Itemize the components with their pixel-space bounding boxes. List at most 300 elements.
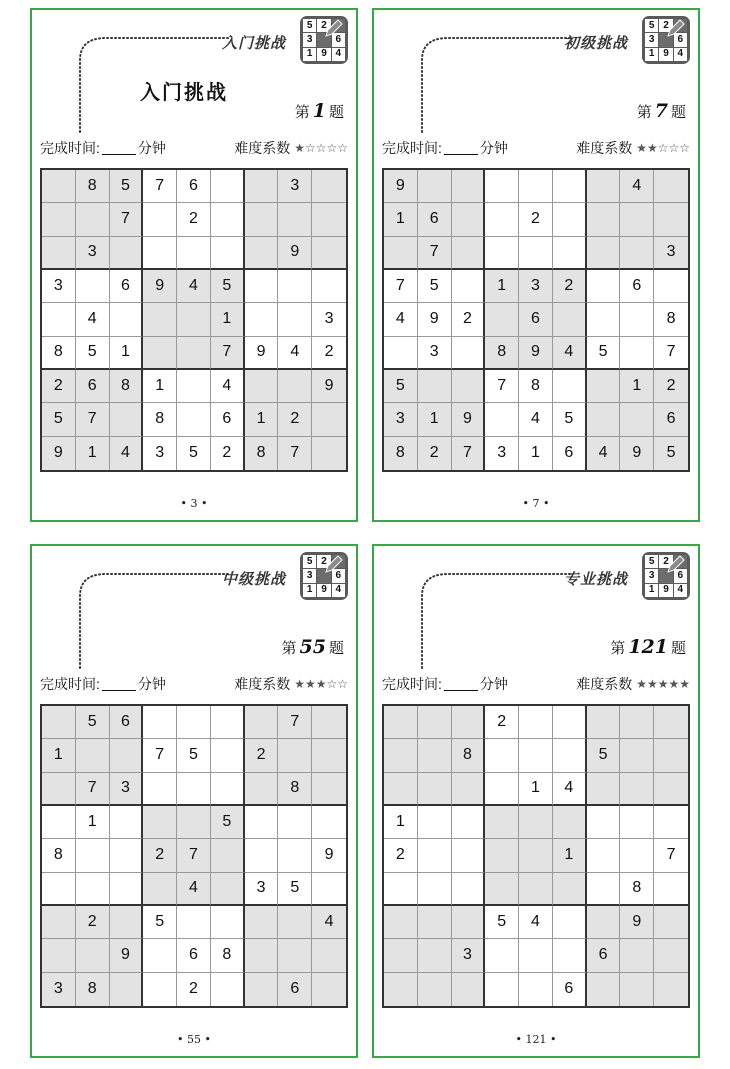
sudoku-cell[interactable] [553, 906, 587, 939]
sudoku-cell[interactable] [76, 839, 110, 872]
sudoku-cell[interactable] [312, 806, 346, 839]
sudoku-cell[interactable] [418, 839, 452, 872]
sudoku-cell[interactable]: 6 [553, 973, 587, 1006]
sudoku-cell[interactable] [587, 170, 621, 203]
sudoku-cell[interactable] [384, 939, 418, 972]
sudoku-cell[interactable] [553, 706, 587, 739]
sudoku-cell[interactable]: 7 [418, 237, 452, 270]
sudoku-cell[interactable]: 5 [42, 403, 76, 436]
sudoku-cell[interactable] [143, 303, 177, 336]
sudoku-cell[interactable]: 4 [177, 270, 211, 303]
sudoku-cell[interactable] [384, 973, 418, 1006]
sudoku-cell[interactable]: 7 [211, 337, 245, 370]
sudoku-cell[interactable]: 1 [519, 773, 553, 806]
sudoku-cell[interactable] [485, 739, 519, 772]
sudoku-cell[interactable] [278, 906, 312, 939]
sudoku-cell[interactable]: 7 [384, 270, 418, 303]
sudoku-cell[interactable]: 4 [553, 337, 587, 370]
sudoku-cell[interactable]: 4 [312, 906, 346, 939]
sudoku-cell[interactable]: 3 [110, 773, 144, 806]
sudoku-cell[interactable] [587, 973, 621, 1006]
sudoku-cell[interactable] [485, 773, 519, 806]
sudoku-cell[interactable] [654, 873, 688, 906]
sudoku-cell[interactable] [278, 806, 312, 839]
sudoku-cell[interactable] [278, 370, 312, 403]
sudoku-cell[interactable] [485, 237, 519, 270]
sudoku-cell[interactable] [587, 873, 621, 906]
sudoku-cell[interactable] [278, 270, 312, 303]
sudoku-cell[interactable] [654, 203, 688, 236]
sudoku-cell[interactable]: 4 [278, 337, 312, 370]
sudoku-cell[interactable]: 3 [384, 403, 418, 436]
sudoku-cell[interactable]: 5 [654, 437, 688, 470]
sudoku-cell[interactable] [418, 706, 452, 739]
sudoku-cell[interactable]: 9 [418, 303, 452, 336]
sudoku-cell[interactable]: 9 [620, 906, 654, 939]
sudoku-cell[interactable] [384, 773, 418, 806]
sudoku-cell[interactable] [519, 939, 553, 972]
sudoku-cell[interactable] [211, 706, 245, 739]
sudoku-cell[interactable]: 6 [177, 939, 211, 972]
sudoku-cell[interactable] [245, 973, 279, 1006]
sudoku-cell[interactable] [587, 270, 621, 303]
sudoku-cell[interactable] [143, 203, 177, 236]
sudoku-cell[interactable] [418, 773, 452, 806]
sudoku-cell[interactable] [110, 403, 144, 436]
sudoku-cell[interactable] [177, 403, 211, 436]
sudoku-cell[interactable] [211, 237, 245, 270]
sudoku-cell[interactable]: 3 [519, 270, 553, 303]
sudoku-cell[interactable]: 6 [587, 939, 621, 972]
sudoku-cell[interactable] [312, 706, 346, 739]
sudoku-cell[interactable] [312, 270, 346, 303]
sudoku-cell[interactable] [452, 906, 486, 939]
sudoku-cell[interactable] [418, 370, 452, 403]
sudoku-cell[interactable]: 4 [76, 303, 110, 336]
sudoku-cell[interactable]: 8 [42, 839, 76, 872]
sudoku-cell[interactable] [654, 939, 688, 972]
sudoku-cell[interactable]: 8 [384, 437, 418, 470]
sudoku-cell[interactable]: 5 [177, 739, 211, 772]
sudoku-cell[interactable] [384, 706, 418, 739]
sudoku-cell[interactable]: 9 [312, 370, 346, 403]
sudoku-cell[interactable] [519, 973, 553, 1006]
sudoku-cell[interactable] [110, 839, 144, 872]
sudoku-cell[interactable] [587, 706, 621, 739]
sudoku-cell[interactable] [245, 270, 279, 303]
sudoku-cell[interactable]: 4 [384, 303, 418, 336]
sudoku-cell[interactable]: 6 [519, 303, 553, 336]
sudoku-cell[interactable] [177, 303, 211, 336]
sudoku-cell[interactable] [654, 270, 688, 303]
sudoku-cell[interactable]: 5 [110, 170, 144, 203]
sudoku-cell[interactable] [177, 337, 211, 370]
sudoku-cell[interactable] [418, 973, 452, 1006]
sudoku-cell[interactable] [245, 939, 279, 972]
sudoku-cell[interactable]: 4 [211, 370, 245, 403]
sudoku-cell[interactable]: 5 [211, 270, 245, 303]
sudoku-cell[interactable] [654, 806, 688, 839]
sudoku-cell[interactable]: 3 [418, 337, 452, 370]
sudoku-cell[interactable] [654, 973, 688, 1006]
sudoku-cell[interactable] [452, 839, 486, 872]
sudoku-cell[interactable] [76, 270, 110, 303]
sudoku-cell[interactable] [519, 873, 553, 906]
sudoku-cell[interactable]: 7 [177, 839, 211, 872]
sudoku-cell[interactable] [143, 873, 177, 906]
sudoku-cell[interactable]: 7 [143, 739, 177, 772]
sudoku-cell[interactable] [418, 906, 452, 939]
sudoku-cell[interactable] [620, 203, 654, 236]
sudoku-cell[interactable] [452, 773, 486, 806]
sudoku-cell[interactable]: 9 [312, 839, 346, 872]
sudoku-cell[interactable]: 4 [553, 773, 587, 806]
sudoku-cell[interactable]: 5 [76, 706, 110, 739]
sudoku-cell[interactable] [485, 806, 519, 839]
sudoku-cell[interactable]: 1 [519, 437, 553, 470]
sudoku-cell[interactable] [211, 773, 245, 806]
sudoku-cell[interactable]: 9 [620, 437, 654, 470]
sudoku-cell[interactable]: 9 [519, 337, 553, 370]
sudoku-cell[interactable] [620, 973, 654, 1006]
sudoku-cell[interactable]: 6 [553, 437, 587, 470]
sudoku-cell[interactable] [312, 773, 346, 806]
sudoku-cell[interactable] [553, 170, 587, 203]
sudoku-cell[interactable]: 4 [620, 170, 654, 203]
sudoku-cell[interactable] [177, 806, 211, 839]
sudoku-cell[interactable] [110, 906, 144, 939]
sudoku-cell[interactable] [312, 437, 346, 470]
sudoku-cell[interactable]: 8 [485, 337, 519, 370]
sudoku-cell[interactable] [587, 203, 621, 236]
sudoku-cell[interactable] [620, 706, 654, 739]
sudoku-cell[interactable] [110, 739, 144, 772]
sudoku-cell[interactable]: 7 [278, 437, 312, 470]
sudoku-cell[interactable] [519, 706, 553, 739]
sudoku-cell[interactable] [312, 873, 346, 906]
sudoku-cell[interactable] [245, 773, 279, 806]
sudoku-cell[interactable] [418, 170, 452, 203]
sudoku-cell[interactable] [587, 370, 621, 403]
sudoku-cell[interactable] [211, 203, 245, 236]
sudoku-cell[interactable] [620, 303, 654, 336]
sudoku-cell[interactable] [42, 906, 76, 939]
sudoku-cell[interactable]: 7 [654, 337, 688, 370]
sudoku-cell[interactable] [654, 170, 688, 203]
sudoku-cell[interactable]: 3 [278, 170, 312, 203]
sudoku-cell[interactable] [312, 739, 346, 772]
sudoku-cell[interactable] [211, 973, 245, 1006]
sudoku-cell[interactable]: 2 [211, 437, 245, 470]
sudoku-cell[interactable]: 1 [384, 806, 418, 839]
sudoku-cell[interactable] [553, 203, 587, 236]
sudoku-cell[interactable]: 8 [452, 739, 486, 772]
sudoku-cell[interactable]: 5 [587, 739, 621, 772]
sudoku-cell[interactable]: 3 [143, 437, 177, 470]
sudoku-cell[interactable] [384, 337, 418, 370]
sudoku-cell[interactable] [211, 906, 245, 939]
sudoku-cell[interactable] [42, 939, 76, 972]
sudoku-cell[interactable]: 5 [553, 403, 587, 436]
sudoku-cell[interactable] [620, 806, 654, 839]
sudoku-cell[interactable]: 6 [278, 973, 312, 1006]
sudoku-cell[interactable] [519, 739, 553, 772]
sudoku-cell[interactable] [452, 203, 486, 236]
sudoku-cell[interactable]: 1 [211, 303, 245, 336]
sudoku-cell[interactable]: 4 [519, 403, 553, 436]
sudoku-cell[interactable]: 8 [654, 303, 688, 336]
sudoku-cell[interactable] [418, 806, 452, 839]
sudoku-cell[interactable]: 8 [42, 337, 76, 370]
sudoku-cell[interactable] [312, 403, 346, 436]
sudoku-cell[interactable] [110, 973, 144, 1006]
sudoku-cell[interactable] [519, 806, 553, 839]
sudoku-cell[interactable]: 3 [312, 303, 346, 336]
sudoku-cell[interactable]: 8 [110, 370, 144, 403]
sudoku-cell[interactable] [384, 906, 418, 939]
sudoku-cell[interactable] [654, 739, 688, 772]
sudoku-cell[interactable] [485, 203, 519, 236]
sudoku-cell[interactable] [143, 237, 177, 270]
sudoku-cell[interactable]: 1 [384, 203, 418, 236]
sudoku-cell[interactable]: 8 [76, 170, 110, 203]
sudoku-cell[interactable]: 7 [143, 170, 177, 203]
sudoku-cell[interactable]: 2 [177, 203, 211, 236]
sudoku-cell[interactable] [519, 237, 553, 270]
sudoku-cell[interactable] [312, 973, 346, 1006]
sudoku-cell[interactable] [143, 337, 177, 370]
sudoku-cell[interactable]: 5 [418, 270, 452, 303]
sudoku-cell[interactable]: 1 [485, 270, 519, 303]
sudoku-cell[interactable]: 5 [76, 337, 110, 370]
sudoku-cell[interactable] [452, 873, 486, 906]
sudoku-cell[interactable]: 6 [654, 403, 688, 436]
sudoku-cell[interactable] [485, 939, 519, 972]
sudoku-cell[interactable]: 4 [110, 437, 144, 470]
sudoku-cell[interactable]: 3 [245, 873, 279, 906]
sudoku-cell[interactable]: 1 [245, 403, 279, 436]
sudoku-cell[interactable] [143, 939, 177, 972]
sudoku-cell[interactable] [620, 237, 654, 270]
sudoku-cell[interactable] [245, 370, 279, 403]
sudoku-cell[interactable] [485, 839, 519, 872]
sudoku-cell[interactable] [211, 873, 245, 906]
sudoku-cell[interactable] [553, 873, 587, 906]
sudoku-cell[interactable]: 7 [485, 370, 519, 403]
sudoku-cell[interactable] [485, 303, 519, 336]
sudoku-cell[interactable]: 1 [620, 370, 654, 403]
sudoku-cell[interactable] [620, 403, 654, 436]
sudoku-cell[interactable]: 5 [177, 437, 211, 470]
sudoku-cell[interactable] [587, 237, 621, 270]
sudoku-cell[interactable]: 2 [245, 739, 279, 772]
sudoku-cell[interactable] [452, 973, 486, 1006]
sudoku-cell[interactable]: 7 [452, 437, 486, 470]
sudoku-cell[interactable]: 2 [312, 337, 346, 370]
sudoku-cell[interactable] [452, 237, 486, 270]
sudoku-cell[interactable] [384, 873, 418, 906]
sudoku-cell[interactable]: 4 [587, 437, 621, 470]
sudoku-cell[interactable] [42, 237, 76, 270]
sudoku-cell[interactable]: 8 [143, 403, 177, 436]
sudoku-cell[interactable] [245, 303, 279, 336]
sudoku-cell[interactable] [587, 839, 621, 872]
sudoku-cell[interactable]: 8 [76, 973, 110, 1006]
sudoku-cell[interactable]: 8 [278, 773, 312, 806]
sudoku-cell[interactable] [452, 706, 486, 739]
sudoku-cell[interactable] [177, 237, 211, 270]
sudoku-cell[interactable]: 6 [620, 270, 654, 303]
sudoku-cell[interactable]: 4 [177, 873, 211, 906]
sudoku-cell[interactable] [143, 806, 177, 839]
sudoku-cell[interactable]: 1 [110, 337, 144, 370]
sudoku-cell[interactable] [485, 170, 519, 203]
sudoku-cell[interactable]: 8 [245, 437, 279, 470]
sudoku-cell[interactable]: 7 [654, 839, 688, 872]
sudoku-cell[interactable]: 5 [485, 906, 519, 939]
sudoku-cell[interactable] [553, 939, 587, 972]
sudoku-cell[interactable] [177, 906, 211, 939]
sudoku-cell[interactable] [110, 873, 144, 906]
sudoku-cell[interactable]: 6 [76, 370, 110, 403]
sudoku-cell[interactable] [587, 773, 621, 806]
sudoku-cell[interactable] [587, 303, 621, 336]
sudoku-cell[interactable] [42, 203, 76, 236]
sudoku-cell[interactable]: 6 [177, 170, 211, 203]
sudoku-cell[interactable] [485, 873, 519, 906]
sudoku-cell[interactable]: 2 [143, 839, 177, 872]
sudoku-cell[interactable] [76, 939, 110, 972]
sudoku-cell[interactable]: 9 [42, 437, 76, 470]
sudoku-cell[interactable]: 6 [110, 706, 144, 739]
sudoku-cell[interactable]: 3 [452, 939, 486, 972]
sudoku-cell[interactable] [312, 939, 346, 972]
sudoku-cell[interactable] [278, 939, 312, 972]
sudoku-cell[interactable] [553, 806, 587, 839]
sudoku-cell[interactable] [418, 739, 452, 772]
sudoku-cell[interactable] [620, 839, 654, 872]
sudoku-cell[interactable] [245, 806, 279, 839]
sudoku-cell[interactable]: 2 [485, 706, 519, 739]
sudoku-cell[interactable] [312, 170, 346, 203]
sudoku-cell[interactable] [384, 739, 418, 772]
sudoku-cell[interactable] [278, 739, 312, 772]
sudoku-cell[interactable] [42, 806, 76, 839]
sudoku-cell[interactable]: 9 [110, 939, 144, 972]
sudoku-cell[interactable] [211, 170, 245, 203]
sudoku-cell[interactable] [42, 773, 76, 806]
sudoku-cell[interactable]: 7 [278, 706, 312, 739]
sudoku-cell[interactable] [452, 370, 486, 403]
sudoku-cell[interactable] [384, 237, 418, 270]
sudoku-cell[interactable] [553, 237, 587, 270]
sudoku-cell[interactable] [452, 170, 486, 203]
sudoku-cell[interactable] [620, 337, 654, 370]
sudoku-cell[interactable] [553, 739, 587, 772]
sudoku-cell[interactable] [519, 170, 553, 203]
sudoku-cell[interactable]: 6 [211, 403, 245, 436]
sudoku-cell[interactable]: 7 [76, 403, 110, 436]
sudoku-cell[interactable] [654, 906, 688, 939]
sudoku-cell[interactable] [312, 203, 346, 236]
sudoku-cell[interactable] [312, 237, 346, 270]
sudoku-cell[interactable]: 3 [485, 437, 519, 470]
sudoku-cell[interactable] [42, 170, 76, 203]
sudoku-cell[interactable] [110, 303, 144, 336]
sudoku-cell[interactable] [278, 839, 312, 872]
sudoku-cell[interactable] [177, 773, 211, 806]
sudoku-cell[interactable]: 1 [553, 839, 587, 872]
sudoku-cell[interactable] [110, 806, 144, 839]
sudoku-cell[interactable]: 3 [654, 237, 688, 270]
sudoku-cell[interactable] [42, 303, 76, 336]
sudoku-cell[interactable] [76, 203, 110, 236]
sudoku-cell[interactable] [211, 839, 245, 872]
sudoku-cell[interactable]: 5 [143, 906, 177, 939]
sudoku-cell[interactable] [587, 906, 621, 939]
sudoku-cell[interactable] [177, 370, 211, 403]
sudoku-cell[interactable] [245, 906, 279, 939]
sudoku-cell[interactable]: 9 [278, 237, 312, 270]
sudoku-cell[interactable] [211, 739, 245, 772]
sudoku-cell[interactable]: 8 [620, 873, 654, 906]
sudoku-cell[interactable] [143, 973, 177, 1006]
sudoku-cell[interactable]: 1 [143, 370, 177, 403]
sudoku-cell[interactable]: 7 [110, 203, 144, 236]
sudoku-cell[interactable]: 3 [42, 270, 76, 303]
sudoku-cell[interactable]: 1 [42, 739, 76, 772]
sudoku-cell[interactable] [245, 706, 279, 739]
sudoku-cell[interactable]: 9 [384, 170, 418, 203]
sudoku-cell[interactable]: 3 [76, 237, 110, 270]
sudoku-cell[interactable]: 5 [278, 873, 312, 906]
sudoku-cell[interactable] [620, 939, 654, 972]
sudoku-cell[interactable] [485, 973, 519, 1006]
sudoku-cell[interactable]: 8 [519, 370, 553, 403]
sudoku-cell[interactable] [42, 873, 76, 906]
sudoku-cell[interactable]: 9 [452, 403, 486, 436]
sudoku-cell[interactable] [519, 839, 553, 872]
sudoku-cell[interactable] [278, 203, 312, 236]
sudoku-cell[interactable]: 2 [418, 437, 452, 470]
sudoku-cell[interactable]: 2 [42, 370, 76, 403]
sudoku-cell[interactable]: 5 [211, 806, 245, 839]
sudoku-cell[interactable]: 5 [587, 337, 621, 370]
sudoku-cell[interactable] [485, 403, 519, 436]
sudoku-cell[interactable] [278, 303, 312, 336]
sudoku-cell[interactable] [245, 203, 279, 236]
sudoku-cell[interactable] [553, 303, 587, 336]
sudoku-cell[interactable] [177, 706, 211, 739]
sudoku-cell[interactable]: 2 [384, 839, 418, 872]
sudoku-cell[interactable]: 2 [452, 303, 486, 336]
sudoku-cell[interactable]: 1 [76, 437, 110, 470]
sudoku-cell[interactable]: 7 [76, 773, 110, 806]
sudoku-cell[interactable] [110, 237, 144, 270]
sudoku-cell[interactable] [245, 170, 279, 203]
sudoku-cell[interactable] [76, 739, 110, 772]
sudoku-cell[interactable]: 4 [519, 906, 553, 939]
sudoku-cell[interactable]: 3 [42, 973, 76, 1006]
sudoku-cell[interactable]: 2 [519, 203, 553, 236]
sudoku-cell[interactable] [143, 706, 177, 739]
sudoku-cell[interactable]: 2 [553, 270, 587, 303]
sudoku-cell[interactable] [620, 739, 654, 772]
sudoku-cell[interactable] [76, 873, 110, 906]
sudoku-cell[interactable] [553, 370, 587, 403]
sudoku-cell[interactable] [654, 706, 688, 739]
sudoku-cell[interactable]: 1 [76, 806, 110, 839]
